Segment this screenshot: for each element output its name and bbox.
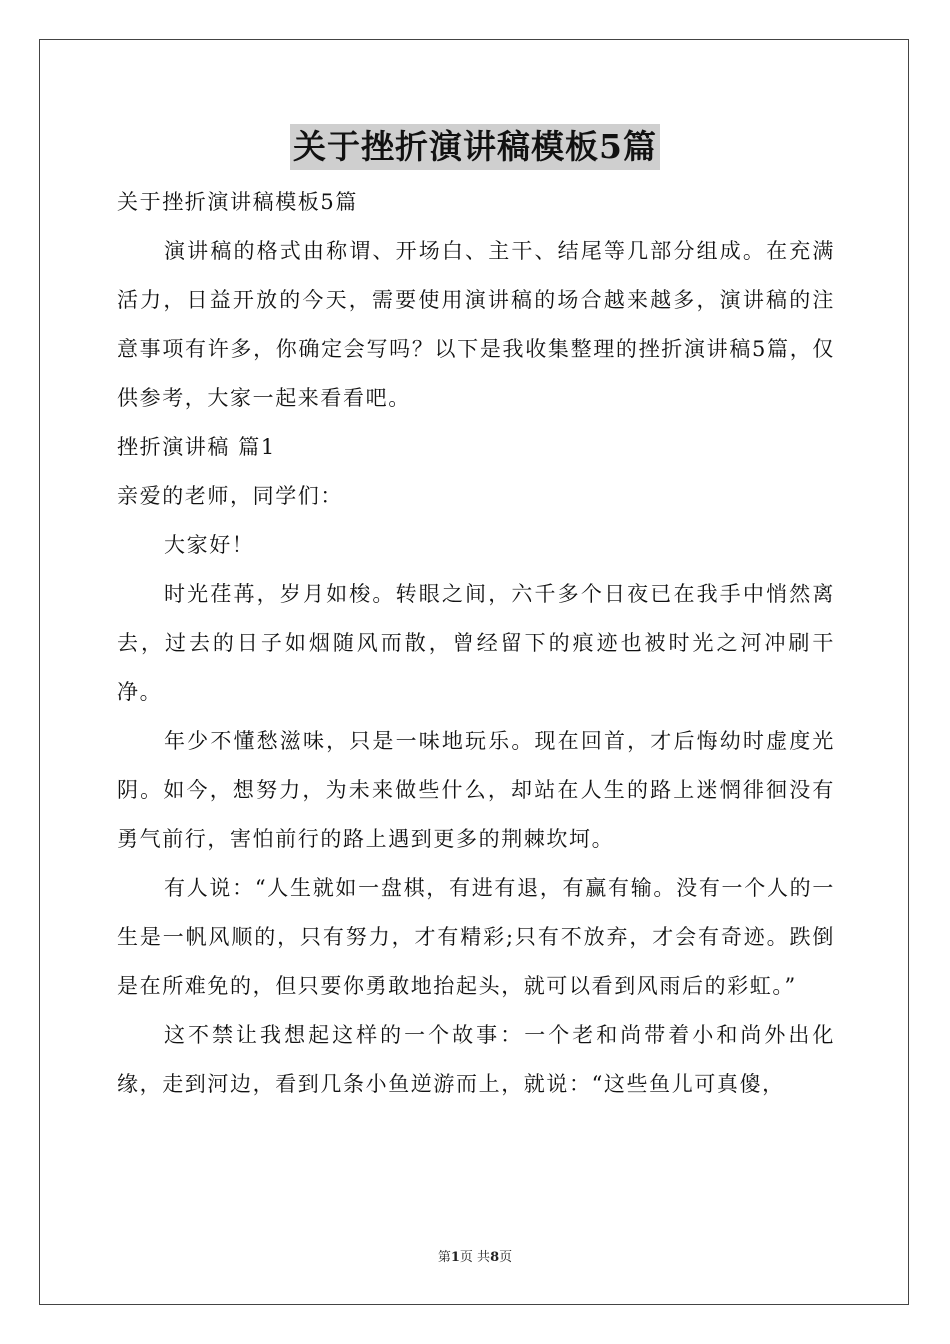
page-footer [0,1246,950,1265]
body-paragraph: 这不禁让我想起这样的一个故事：一个老和尚带着小和尚外出化缘，走到河边，看到几条小鱼逆游而上，就说：“这些鱼儿可真傻， [117,1023,835,1096]
greeting: 大家好！ [164,533,255,557]
title-wrap [0,124,950,170]
body-paragraph: 有人说：“人生就如一盘棋，有进有退，有赢有输。没有一个人的一生是一帆风顺的，只有努力，才有精彩;只有不放弃，才会有奇迹。跌倒是在所难免的，但只要你勇敢地抬起头，就可以看到风雨后的彩虹。” [117,876,835,998]
salutation: 亲爱的老师，同学们： [117,484,343,508]
document-body [117,178,835,1109]
body-paragraph: 时光荏苒，岁月如梭。转眼之间，六千多个日夜已在我手中悄然离去，过去的日子如烟随风而散，曾经留下的痕迹也被时光之河冲刷干净。 [117,582,835,704]
footer-page-mid: 页 共 [459,1250,491,1265]
footer-page-number: 1 [450,1250,460,1265]
footer-total-pages: 8 [490,1250,500,1265]
footer-page-suffix: 页 [499,1250,513,1265]
body-paragraph: 年少不懂愁滋味，只是一味地玩乐。现在回首，才后悔幼时虚度光阴。如今，想努力，为未来做些什么，却站在人生的路上迷惘徘徊没有勇气前行，害怕前行的路上遇到更多的荆棘坎坷。 [117,729,835,851]
intro-paragraph: 演讲稿的格式由称谓、开场白、主干、结尾等几部分组成。在充满活力，日益开放的今天，需要使用演讲稿的场合越来越多，演讲稿的注意事项有许多，你确定会写吗？以下是我收集整理的挫折演讲稿5篇，仅供参考，大家一起来看看吧。 [117,239,835,410]
section-heading: 挫折演讲稿 篇1 [117,435,276,459]
document-title: 关于挫折演讲稿模板5篇 [290,124,660,170]
footer-page-prefix: 第 [437,1250,451,1265]
subtitle: 关于挫折演讲稿模板5篇 [117,190,358,214]
